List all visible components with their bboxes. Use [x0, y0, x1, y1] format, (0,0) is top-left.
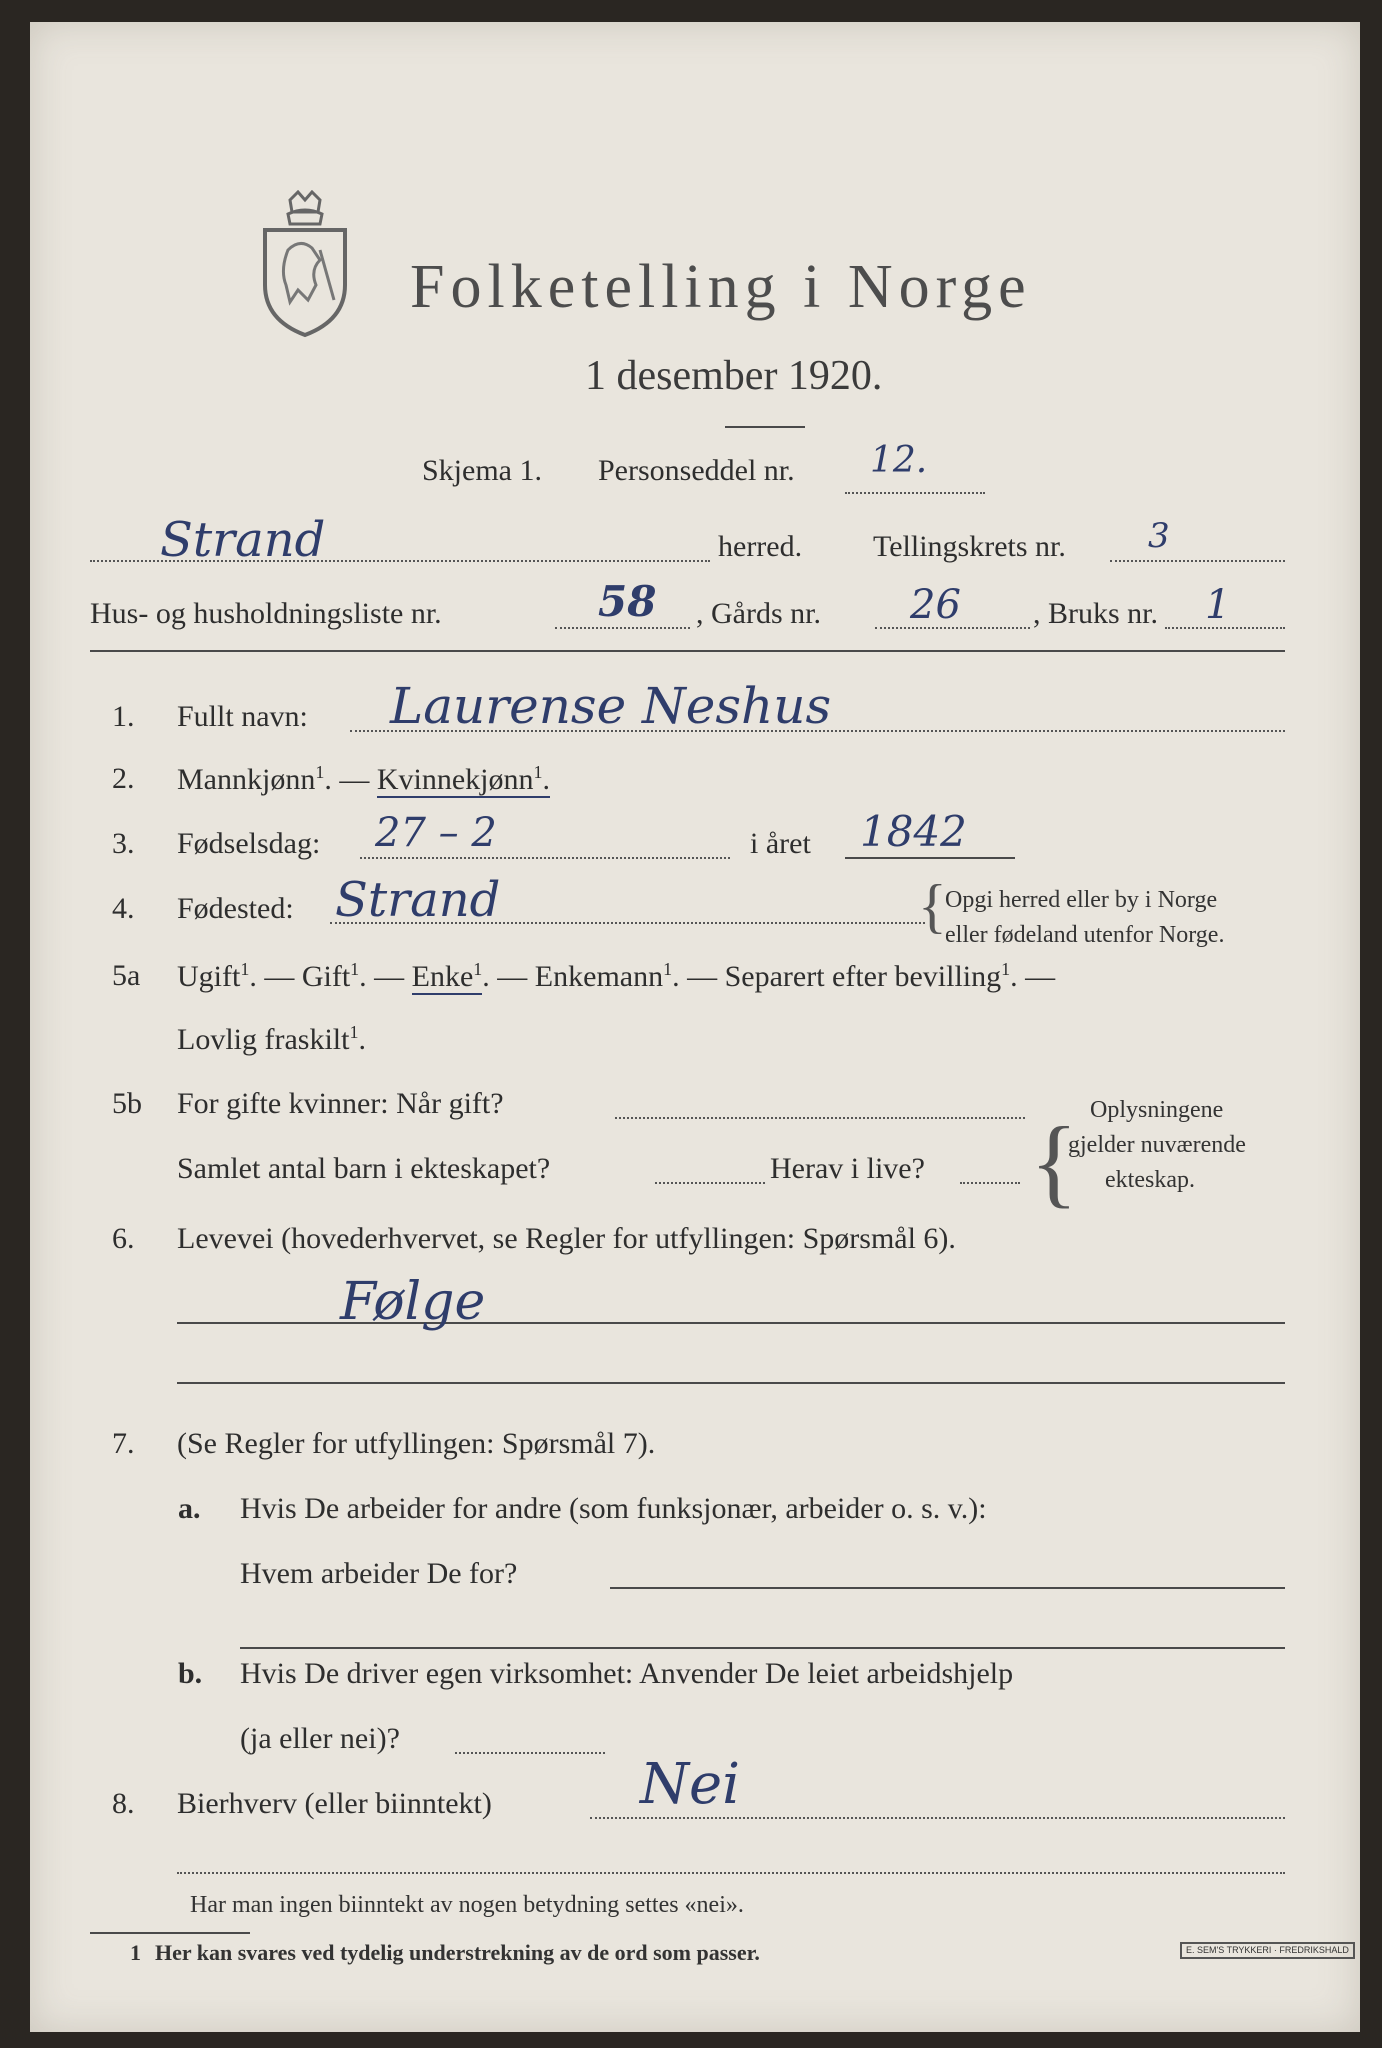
gender-options: Mannkjønn$^1$. — Kvinnekjønn$^1$.: [177, 762, 550, 796]
q5a-number: 5a: [112, 959, 141, 992]
q2-number: 2.: [112, 762, 135, 795]
side-income-field-2[interactable]: [177, 1872, 1285, 1874]
enke-option-selected[interactable]: Enke$^1$: [411, 959, 483, 993]
q7a-letter: a.: [178, 1492, 201, 1525]
census-date: 1 desember 1920.: [585, 353, 883, 399]
tellingskrets-label: Tellingskrets nr.: [873, 530, 1066, 563]
birthyear-value: 1842: [860, 807, 967, 856]
header-divider: [90, 650, 1285, 652]
herred-label: herred.: [718, 530, 803, 563]
children-alive-label: Herav i live?: [770, 1152, 925, 1185]
q3-number: 3.: [112, 827, 135, 860]
employer-field[interactable]: [610, 1587, 1285, 1589]
birthyear-label: i året: [750, 827, 811, 860]
q6-number: 6.: [112, 1222, 135, 1255]
footnote-mark: 1: [130, 1940, 141, 1965]
children-field[interactable]: [655, 1182, 765, 1184]
husliste-value: 58: [598, 577, 657, 626]
norway-coat-of-arms-icon: [250, 190, 360, 340]
birthyear-field[interactable]: [845, 857, 1015, 859]
q6-label: Levevei (hovederhvervet, se Regler for utfyllingen: Spørsmål 6).: [177, 1222, 956, 1255]
female-option-selected[interactable]: Kvinnekjønn$^1$.: [376, 762, 550, 796]
children-alive-field[interactable]: [960, 1182, 1020, 1184]
birthplace-value: Strand: [335, 872, 501, 928]
q7b-letter: b.: [178, 1657, 203, 1690]
q4-label: Fødested:: [177, 892, 294, 925]
q8-label: Bierhverv (eller biinntekt): [177, 1787, 492, 1820]
q1-label: Fullt navn:: [177, 700, 308, 733]
ugift-option[interactable]: Ugift: [177, 960, 241, 993]
birthdate-field[interactable]: [360, 857, 730, 859]
bruks-label: , Bruks nr.: [1033, 597, 1159, 630]
marital-options: Ugift$^1$. — Gift$^1$. — Enke$^1$. — Enkemann$^1$. — Separert efter bevilling$^1$. —: [177, 959, 1056, 993]
q7a-sub-label: Hvem arbeider De for?: [240, 1557, 518, 1590]
q7b-label: Hvis De driver egen virksomhet: Anvender De leiet arbeidshjelp: [240, 1657, 1014, 1690]
q5b-label: For gifte kvinner: Når gift?: [177, 1087, 504, 1120]
q8-number: 8.: [112, 1787, 135, 1820]
footnote-divider: [90, 1932, 250, 1934]
employer-field-2[interactable]: [240, 1647, 1285, 1649]
enkemann-option[interactable]: — Enkemann: [497, 960, 664, 993]
q5b-note-line3: ekteskap.: [1105, 1167, 1195, 1193]
side-income-value: Nei: [640, 1752, 741, 1817]
husliste-label: Hus- og husholdningsliste nr.: [90, 597, 442, 630]
q7-number: 7.: [112, 1427, 135, 1460]
hired-help-field[interactable]: [455, 1752, 605, 1754]
occupation-value: Følge: [340, 1272, 486, 1332]
separert-option[interactable]: — Separert efter bevilling: [687, 960, 1002, 993]
occupation-field-2[interactable]: [177, 1382, 1285, 1384]
side-income-field[interactable]: [590, 1817, 1285, 1819]
q4-number: 4.: [112, 892, 135, 925]
q7a-label: Hvis De arbeider for andre (som funksjonær, arbeider o. s. v.):: [240, 1492, 987, 1525]
marriage-date-field[interactable]: [615, 1117, 1025, 1119]
lovlig-fraskilt-option[interactable]: Lovlig fraskilt$^1$.: [177, 1022, 366, 1056]
personseddel-value: 12.: [870, 440, 928, 481]
q1-number: 1.: [112, 700, 135, 733]
full-name-value: Laurense Neshus: [390, 677, 832, 735]
personseddel-field[interactable]: [845, 492, 985, 494]
q5b-number: 5b: [112, 1087, 142, 1120]
gards-label: , Gårds nr.: [696, 597, 821, 630]
gift-option[interactable]: — Gift: [264, 960, 351, 993]
footnote-text: Her kan svares ved tydelig understrekning av de ord som passer.: [155, 1940, 760, 1965]
q5b-note-line2: gjelder nuværende: [1068, 1132, 1246, 1158]
note-text: Har man ingen biinntekt av nogen betydning settes «nei».: [190, 1892, 744, 1918]
children-label: Samlet antal barn i ekteskapet?: [177, 1152, 551, 1185]
census-form: [30, 22, 1360, 2032]
q7-label: (Se Regler for utfyllingen: Spørsmål 7).: [177, 1427, 656, 1460]
gards-value: 26: [910, 582, 961, 628]
birthdate-value: 27 – 2: [375, 810, 497, 856]
q5b-note-line1: Oplysningene: [1090, 1097, 1224, 1123]
q5b-brace: {: [1030, 1106, 1078, 1217]
q7b-sub-label: (ja eller nei)?: [240, 1722, 400, 1755]
bruks-value: 1: [1205, 582, 1231, 628]
husliste-field[interactable]: [555, 627, 690, 629]
schema-label: Skjema 1.: [422, 454, 542, 487]
q4-brace: {: [918, 873, 947, 939]
tellingskrets-field[interactable]: [1110, 560, 1285, 562]
q3-label: Fødselsdag:: [177, 827, 321, 860]
printer-stamp: E. SEM'S TRYKKERI · FREDRIKSHALD: [1180, 1942, 1355, 1959]
male-option[interactable]: Mannkjønn: [177, 763, 316, 796]
personseddel-label: Personseddel nr.: [598, 454, 795, 487]
herred-value: Strand: [160, 512, 326, 568]
title-divider: [725, 426, 805, 428]
tellingskrets-value: 3: [1148, 516, 1170, 556]
form-title: Folketelling i Norge: [410, 253, 1032, 321]
q4-note-line1: Opgi herred eller by i Norge: [945, 887, 1218, 913]
q4-note-line2: eller fødeland utenfor Norge.: [945, 922, 1225, 948]
